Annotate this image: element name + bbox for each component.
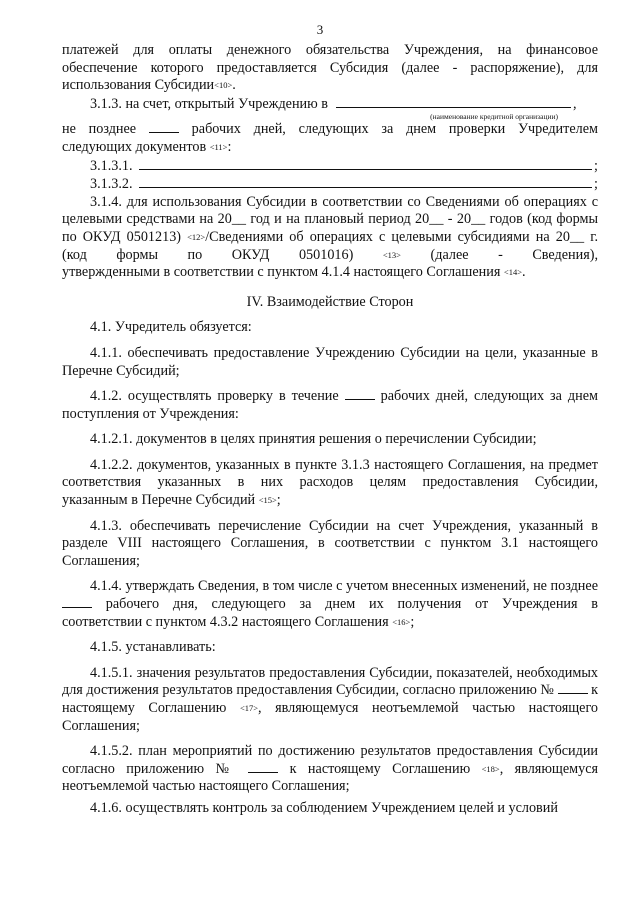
clause-3-1-3-2-blank (139, 175, 592, 188)
footnote-ref-16: <16> (392, 616, 411, 627)
clause-4-1-5-1-line1: 4.1.5.1. значения результатов предоставления Субсидии, показателей, (90, 664, 513, 681)
clause-4-1-5-1-line3a: приложению № (459, 682, 554, 699)
page-number: 3 (316, 22, 324, 37)
clause-3-1-3-2-end: ; (594, 176, 598, 193)
clause-3-1-4-line3b: /Сведениями об операциях с целевыми (205, 228, 452, 245)
footnote-ref-11: <11> (209, 141, 228, 152)
clause-3-1-3-1-end: ; (594, 157, 598, 174)
clause-4-1-5-2 (62, 743, 598, 796)
clause-3-1-4-line4b: (далее - Сведения), (430, 246, 599, 263)
clause-4-1-4-line1: 4.1.4. утверждать Сведения, в том числе с учетом внесенных изменений, не (90, 578, 547, 595)
days-blank-2 (345, 389, 375, 400)
clause-3-1-4 (62, 194, 598, 282)
clause-4-1-2-2-line2: предмет соответствия указанных в них расходов целям предоставления Субсидии, (62, 456, 598, 491)
clause-4-1-3-line2: разделе VIII настоящего Соглашения, в соответствии с пунктом 3.1 настоящего (62, 535, 598, 552)
intro-line-1: платежей для оплаты денежного обязательства Учреждения, на финансовое (62, 42, 598, 58)
clause-4-1-2-2-line1: 4.1.2.2. документов, указанных в пункте 3.1.3 настоящего Соглашения, на (90, 456, 544, 473)
appendix-number-blank-2 (248, 762, 278, 773)
clause-4-1-2-b: рабочих дней, следующих за (380, 388, 562, 405)
clause-3-1-3 (62, 95, 598, 114)
clause-4-1-2 (62, 388, 598, 423)
clause-3-1-3-line3: следующих документов (62, 138, 207, 155)
clause-3-1-3-2-label: 3.1.3.2. (90, 176, 133, 193)
intro-paragraph (62, 42, 598, 95)
clause-4-1-4-line3-end: ; (410, 613, 415, 630)
intro-line-3: использования Субсидии (62, 77, 215, 94)
clause-3-1-3-2 (62, 175, 598, 194)
section-heading: IV. Взаимодействие Сторон (246, 293, 414, 310)
footnote-ref-15: <15> (258, 495, 277, 506)
clause-3-1-3-line3-end: : (227, 138, 232, 155)
clause-4-1-5-2-line2b: к настоящему Соглашению (289, 760, 471, 777)
clause-3-1-4-line3a: годов (код формы по ОКУД 0501213) (62, 211, 599, 245)
clause-4-1-5-2-line2a: Субсидии согласно приложению № (62, 743, 599, 777)
clause-4-1-1-line1: 4.1.1. обеспечивать предоставление Учреждению Субсидии на цели, (90, 344, 518, 361)
clause-3-1-3-end: , (573, 95, 577, 112)
clause-3-1-4-line1: 3.1.4. для использования Субсидии в соответствии со Сведениями об (90, 193, 519, 210)
clause-4-1-5-1-line3c: , являющемуся неотъемлемой (258, 700, 459, 716)
clause-3-1-3-start: 3.1.3. на счет, открытый Учреждению в (90, 95, 328, 112)
clause-3-1-4-line5: утвержденными в соответствии с пунктом 4.1.4 настоящего Соглашения (62, 264, 501, 281)
clause-4-1-5-1 (62, 665, 598, 735)
footnote-ref-17: <17> (239, 703, 259, 713)
document-body (62, 42, 598, 818)
clause-4-1-2-2 (62, 457, 598, 510)
footnote-ref-14: <14> (503, 267, 523, 278)
days-blank-3 (62, 597, 92, 608)
footnote-ref-18: <18> (481, 763, 500, 774)
clause-4-1-4-line2a: позднее (550, 578, 598, 595)
bank-name-blank (336, 95, 571, 108)
clause-3-1-3-1-label: 3.1.3.1. (90, 157, 133, 174)
intro-line-3-end: . (232, 77, 236, 94)
clause-4-1-4-line2b: рабочего дня, следующего за днем их получения от Учреждения в (105, 596, 598, 613)
clause-4-1-5-2-line1: 4.1.5.2. план мероприятий по достижению результатов предоставления (90, 743, 533, 760)
clause-3-1-3-cont (62, 121, 598, 156)
clause-4-1-2-1: 4.1.2.1. документов в целях принятия решения о перечислении Субсидии; (90, 431, 537, 448)
clause-4-1-4 (62, 578, 598, 631)
clause-4-1-2-line2: днем поступления от Учреждения: (62, 388, 598, 422)
intro-line-2: обеспечение которого предоставляется Субсидия (далее - распоряжение), для (62, 59, 598, 76)
clause-4-1-3-line3: Соглашения; (62, 552, 140, 569)
clause-4-1-4-line3: соответствии с пунктом 4.3.2 настоящего Соглашения (62, 613, 389, 630)
appendix-number-blank-1 (558, 683, 588, 694)
days-blank-1 (149, 122, 179, 133)
clause-4-1-3-line1: 4.1.3. обеспечивать перечисление Субсидии на счет Учреждения, указанный в (90, 517, 598, 534)
clause-4-1-5-1-line3b: к настоящему Соглашению (62, 682, 599, 716)
clause-4-1-2-a: 4.1.2. осуществлять проверку в течение (90, 388, 339, 405)
footnote-ref-12: <12> (187, 231, 206, 242)
clause-4-1-1 (62, 345, 598, 380)
clause-3-1-3-1-blank (139, 157, 592, 170)
clause-4-1-5-1-line2: необходимых для достижения результатов предоставления Субсидии, согласно (62, 664, 598, 699)
clause-4-1-1-line2: указанные в Перечне Субсидий; (62, 344, 599, 379)
footnote-ref-13: <13> (382, 249, 401, 260)
clause-3-1-3-1 (62, 157, 598, 176)
footnote-ref-10: <10> (214, 80, 233, 91)
clause-4-1: 4.1. Учредитель обязуется: (90, 319, 252, 336)
clause-3-1-4-line2: операциях с целевыми средствами на 20__ год и на плановый период 20__ - 20__ (62, 193, 599, 228)
clause-4-1-2-2-line3-end: ; (276, 492, 281, 509)
clause-3-1-4-line5-end: . (522, 264, 526, 281)
clause-4-1-5-2-line3: являющемуся неотъемлемой частью настоящего Соглашения; (62, 760, 599, 795)
clause-4-1-5-2-line2c: , (499, 760, 504, 777)
clause-4-1-5: 4.1.5. устанавливать: (90, 639, 216, 656)
clause-4-1-3 (62, 518, 598, 571)
bank-name-caption: (наименование кредитной организации) (430, 112, 558, 122)
clause-4-1-5-1-line4: частью настоящего Соглашения; (62, 700, 599, 734)
clause-4-1-2-2-line3: указанным в Перечне Субсидий (62, 492, 256, 509)
clause-3-1-4-line4: субсидиями на 20__ г. (код формы по ОКУД 0501016) (62, 228, 599, 263)
clause-3-1-3-line2b: рабочих дней, следующих за днем проверки Учредителем (191, 121, 599, 138)
clause-4-1-6: 4.1.6. осуществлять контроль за соблюдением Учреждением целей и условий (90, 799, 558, 816)
clause-3-1-3-line2a: не позднее (62, 121, 137, 138)
